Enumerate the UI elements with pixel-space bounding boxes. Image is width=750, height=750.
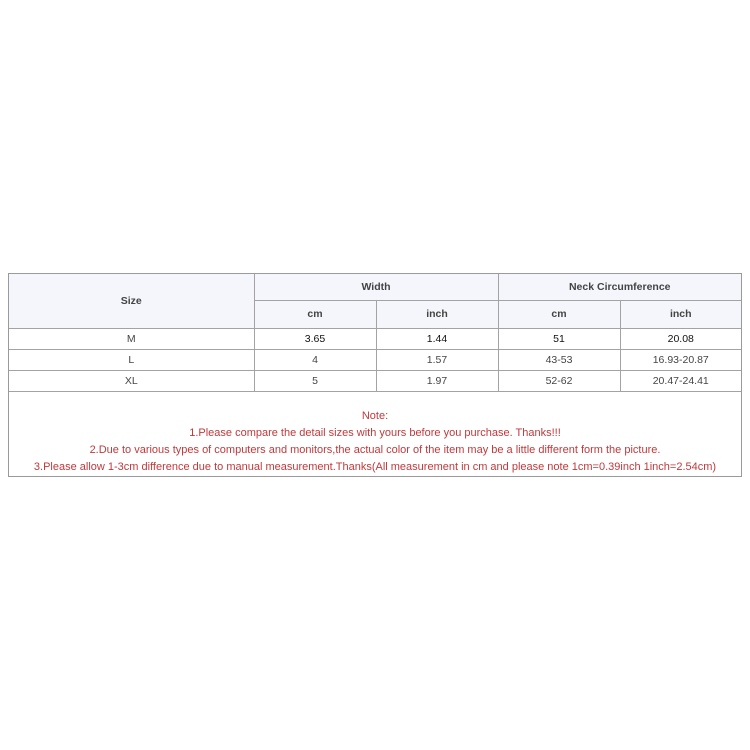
table-row [9,349,741,370]
size-table [9,274,741,392]
table-row [9,370,741,391]
size-chart [8,273,742,477]
note-line: 2.Due to various types of computers and monitors,the actual color of the item may be a little different form the picture. [89,444,661,456]
size-header: Size [9,274,254,328]
neck-inch-cell: 20.08 [620,328,741,349]
neck-cm-cell: 52-62 [498,370,620,391]
size-cell: XL [9,370,254,391]
width-cm-cell: 5 [254,370,376,391]
note-line: 3.Please allow 1-3cm difference due to manual measurement.Thanks(All measurement in cm and please note 1cm=0.39inch 1inch=2.54cm) [33,461,717,473]
size-cell: L [9,349,254,370]
width-cm-header: cm [254,300,376,328]
neck-inch-cell: 16.93-20.87 [620,349,741,370]
neck-cm-cell: 51 [498,328,620,349]
width-inch-cell: 1.57 [376,349,498,370]
width-inch-header: inch [376,300,498,328]
neck-cm-cell: 43-53 [498,349,620,370]
width-inch-cell: 1.44 [376,328,498,349]
neck-cm-header: cm [498,300,620,328]
neck-circumference-header: Neck Circumference [498,274,741,300]
width-cm-cell: 4 [254,349,376,370]
width-inch-cell: 1.97 [376,370,498,391]
size-cell: M [9,328,254,349]
note-line: 1.Please compare the detail sizes with yours before you purchase. Thanks!!! [189,427,561,439]
width-header: Width [254,274,498,300]
notes-section [9,408,741,476]
neck-inch-header: inch [620,300,741,328]
width-cm-cell: 3.65 [254,328,376,349]
neck-inch-cell: 20.47-24.41 [620,370,741,391]
table-row [9,328,741,349]
note-title: Note: [361,410,389,422]
